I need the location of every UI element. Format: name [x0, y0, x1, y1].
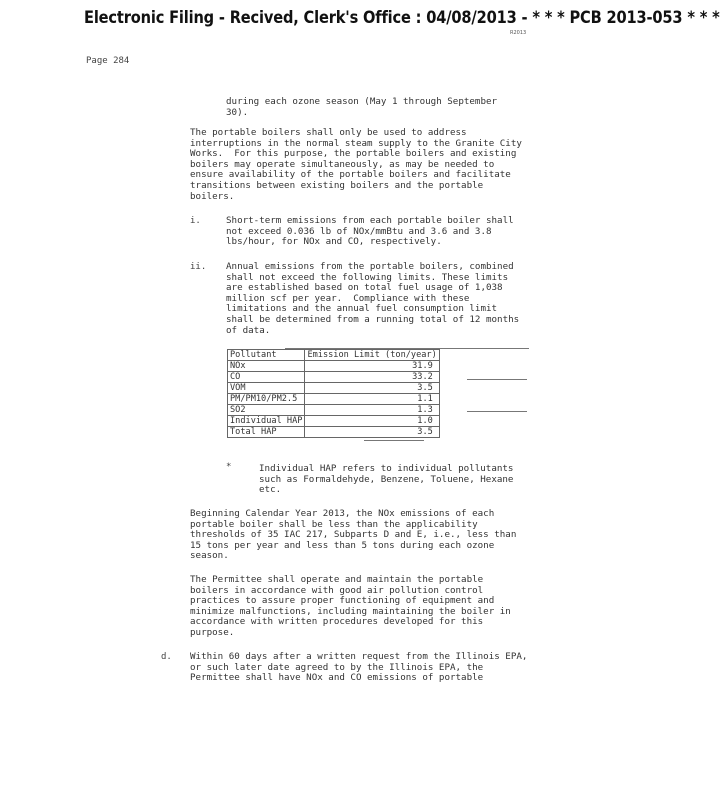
pollutant-cell: PM/PM10/PM2.5	[228, 394, 305, 405]
table-header-row	[228, 350, 440, 361]
item-i-marker: i.	[190, 216, 201, 226]
page-number: Page 284	[86, 56, 130, 66]
footnote-marker: *	[226, 462, 232, 472]
table-side-rule	[467, 379, 527, 380]
table-side-rule	[364, 440, 424, 441]
table-row	[228, 416, 440, 427]
table-row	[228, 372, 440, 383]
annual-emissions-text: Annual emissions from the portable boilers, combined shall not exceed the following limits. These limits are established based on total fuel usage of 1,038 million scf per year. Compliance with these limitations and the annual fuel consumption limit shall be determined from a running total of 12 months of data.	[226, 261, 520, 336]
table-row	[228, 427, 440, 438]
limit-cell: 1.3	[305, 405, 439, 416]
col-limit-header: Emission Limit (ton/year)	[305, 350, 439, 361]
pollutant-cell: NOx	[228, 361, 305, 372]
pollutant-cell: CO	[228, 372, 305, 383]
table-row	[228, 383, 440, 394]
limit-cell: 1.1	[305, 394, 439, 405]
pollutant-cell: VOM	[228, 383, 305, 394]
electronic-filing-stamp: Electronic Filing - Recived, Clerk's Office : 04/08/2013 - * * * PCB 2013-053 * * *	[84, 8, 720, 28]
table-row	[228, 361, 440, 372]
limit-cell: 1.0	[305, 416, 439, 427]
limit-cell: 31.9	[305, 361, 439, 372]
maintenance-paragraph: The Permittee shall operate and maintain the portable boilers in accordance with good air pollution control practices to assure proper functioning of equipment and minimize malfunctions, including maintaining the boiler in accordance with written procedures developed for this purpose.	[190, 574, 511, 638]
continued-text: during each ozone season (May 1 through September 30).	[226, 96, 498, 118]
pollutant-cell: Individual HAP	[228, 416, 305, 427]
table-row	[228, 405, 440, 416]
stamp-code: R2013	[510, 30, 527, 36]
pollutant-cell: Total HAP	[228, 427, 305, 438]
table-side-rule	[467, 411, 527, 412]
nox-applicability-paragraph: Beginning Calendar Year 2013, the NOx emissions of each portable boiler shall be less than the applicability thresholds of 35 IAC 217, Subparts D and E, i.e., less than 15 tons per year and less than 5 tons during each ozone season.	[190, 508, 517, 562]
emission-limits-table	[227, 349, 440, 438]
item-d-marker: d.	[161, 652, 172, 662]
portable-boilers-paragraph: The portable boilers shall only be used to address interruptions in the normal steam supply to the Granite City Works. For this purpose, the portable boilers and existing boilers may operate simultaneously, as may be needed to ensure availability of the portable boilers and facilitate transitions between existing boilers and the portable boilers.	[190, 127, 522, 202]
item-ii-marker: ii.	[190, 262, 207, 272]
testing-request-paragraph: Within 60 days after a written request from the Illinois EPA, or such later date agreed to by the Illinois EPA, the Permittee shall have NOx and CO emissions of portable	[190, 651, 528, 684]
limit-cell: 33.2	[305, 372, 439, 383]
limit-cell: 3.5	[305, 383, 439, 394]
limit-cell: 3.5	[305, 427, 439, 438]
table-row	[228, 394, 440, 405]
footnote-text: Individual HAP refers to individual pollutants such as Formaldehyde, Benzene, Toluene, Hexane etc.	[259, 463, 514, 496]
pollutant-cell: SO2	[228, 405, 305, 416]
col-pollutant-header: Pollutant	[228, 350, 305, 361]
short-term-emissions-text: Short-term emissions from each portable boiler shall not exceed 0.036 lb of NOx/mmBtu and 3.6 and 3.8 lbs/hour, for NOx and CO, respectively.	[226, 215, 514, 248]
